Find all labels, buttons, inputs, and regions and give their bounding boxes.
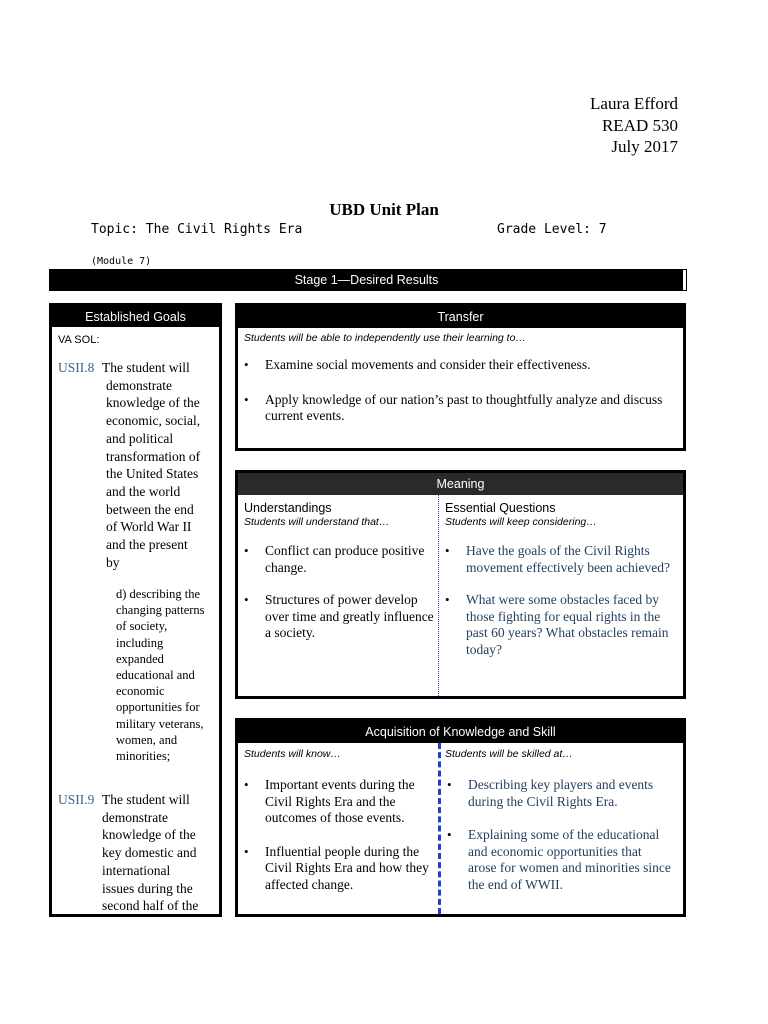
subgoal-line: d) describing the	[116, 587, 201, 601]
goal-line: knowledge of the	[106, 395, 200, 411]
list-item-text: Describing key players and events during the Civil Rights Era.	[468, 777, 654, 809]
subgoal-line: women, and	[116, 732, 178, 747]
list-item-text: Apply knowledge of our nation’s past to thoughtfully analyze and discuss current events.	[265, 391, 663, 423]
essential-questions-intro: Students will keep considering…	[445, 516, 597, 528]
goal-usii8-subitem	[116, 586, 222, 764]
subgoal-line: of society,	[116, 619, 168, 634]
goal-line: and political	[106, 430, 174, 446]
goal-code: USII.9	[58, 792, 95, 807]
topic-label: Topic: The Civil Rights Era	[91, 222, 303, 237]
subgoal-line: educational and	[116, 668, 195, 683]
list-item-text: Explaining some of the educational and economic opportunities that arose for women and minorities since the end of WWII.	[468, 827, 671, 892]
subgoal-line: including	[116, 635, 164, 650]
module-note: (Module 7)	[91, 256, 152, 267]
goal-line: second half of the	[102, 898, 199, 914]
goal-line: demonstrate	[106, 377, 172, 393]
bullet-icon: •	[244, 843, 249, 859]
subgoal-line: changing patterns	[116, 603, 205, 618]
understandings-heading: Understandings	[244, 501, 332, 515]
author-info	[590, 93, 678, 158]
goal-line: demonstrate	[102, 809, 168, 825]
bullet-icon: •	[447, 827, 452, 842]
goal-line: The student will	[102, 792, 190, 807]
subgoal-line: expanded	[116, 651, 164, 666]
va-sol-label: VA SOL:	[58, 334, 100, 346]
transfer-heading: Transfer	[238, 306, 683, 328]
goal-line: the United States	[106, 466, 199, 482]
list-item	[441, 777, 673, 810]
list-item	[238, 357, 683, 374]
transfer-intro: Students will be able to independently use their learning to…	[244, 332, 526, 344]
acquisition-box	[235, 718, 686, 917]
skilled-list	[441, 777, 683, 893]
skilled-intro: Students will be skilled at…	[445, 748, 573, 760]
meaning-heading: Meaning	[238, 473, 683, 495]
page-title: UBD Unit Plan	[329, 200, 439, 219]
goal-line: and the world	[106, 483, 181, 499]
list-item	[441, 827, 673, 893]
bullet-icon: •	[244, 543, 249, 558]
subgoal-line: opportunities for	[116, 700, 200, 715]
established-goals-heading: Established Goals	[52, 306, 219, 328]
goal-line: between the end	[106, 501, 194, 517]
list-item	[238, 392, 683, 425]
goal-text	[102, 359, 222, 571]
goal-line: international	[102, 862, 171, 878]
list-item-text: Influential people during the Civil Rights Era and how they affected change.	[265, 843, 429, 892]
goal-line: by	[106, 554, 120, 570]
understandings-column	[238, 495, 438, 696]
bullet-icon: •	[244, 592, 249, 607]
list-item	[238, 543, 434, 576]
students-will-know-column	[238, 743, 438, 914]
goal-line: issues during the	[102, 880, 193, 896]
subgoal-line: minorities;	[116, 749, 171, 764]
course-code: READ 530	[601, 115, 678, 135]
list-item-text: Important events during the Civil Rights Era and the outcomes of those events.	[265, 777, 415, 825]
grade-level-label: Grade Level: 7	[497, 222, 607, 237]
essential-questions-column	[439, 495, 683, 696]
author-name: Laura Efford	[590, 94, 678, 113]
transfer-box	[235, 303, 686, 451]
list-item	[439, 543, 675, 576]
list-item-text: What were some obstacles faced by those fighting for equal rights in the past 60 years? What obstacles remain today?	[466, 592, 669, 657]
understandings-intro: Students will understand that…	[244, 516, 390, 528]
students-will-be-skilled-column	[441, 743, 683, 914]
acquisition-heading: Acquisition of Knowledge and Skill	[238, 721, 683, 743]
list-item-text: Examine social movements and consider their effectiveness.	[265, 357, 591, 372]
know-list	[238, 777, 438, 893]
essential-questions-list	[439, 543, 683, 658]
goal-line: The student will	[102, 360, 190, 375]
meaning-box	[235, 470, 686, 699]
goal-line: key domestic and	[102, 845, 197, 861]
goal-line: and the present	[106, 537, 188, 553]
stage-1-header: Stage 1—Desired Results	[50, 270, 686, 290]
goal-line: knowledge of the	[102, 827, 196, 843]
goal-line: transformation of	[106, 448, 201, 464]
essential-questions-heading: Essential Questions	[445, 501, 556, 515]
list-item-text: Structures of power develop over time and greatly influence a society.	[265, 592, 434, 640]
transfer-list	[238, 357, 683, 425]
understandings-list	[238, 543, 438, 642]
bullet-icon: •	[244, 391, 249, 407]
list-item	[439, 592, 675, 658]
goal-code: USII.8	[58, 360, 95, 375]
goal-line: economic, social,	[106, 413, 201, 429]
list-item	[238, 777, 434, 827]
bullet-icon: •	[445, 543, 450, 558]
bullet-icon: •	[445, 592, 450, 607]
subgoal-line: economic	[116, 684, 165, 699]
bullet-icon: •	[244, 777, 249, 792]
list-item	[238, 592, 434, 642]
document-date: July 2017	[611, 137, 678, 156]
bullet-icon: •	[447, 777, 452, 792]
know-intro: Students will know…	[244, 748, 341, 760]
subgoal-line: military veterans,	[116, 716, 204, 731]
goal-line: of World War II	[106, 519, 192, 535]
goal-text	[102, 791, 222, 915]
list-item	[238, 844, 434, 894]
list-item-text: Conflict can produce positive change.	[265, 543, 425, 575]
established-goals-box	[49, 303, 222, 917]
list-item-text: Have the goals of the Civil Rights movement effectively been achieved?	[466, 543, 671, 575]
bullet-icon: •	[244, 357, 249, 372]
